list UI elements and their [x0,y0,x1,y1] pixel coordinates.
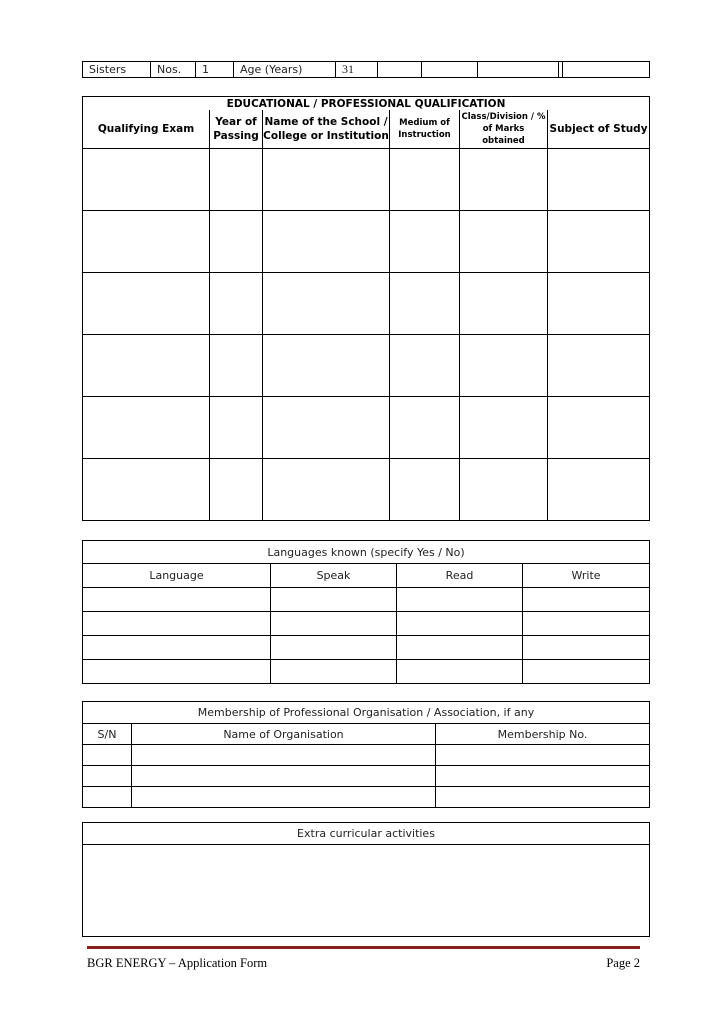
cell[interactable] [263,149,390,211]
table-row [83,745,650,766]
cell[interactable] [397,636,523,660]
table-row [83,612,650,636]
table-row [83,149,650,211]
cell[interactable] [271,588,397,612]
footer-title: BGR ENERGY – Application Form [87,956,268,970]
cell[interactable] [460,397,548,459]
cell[interactable] [390,335,460,397]
blank-cell[interactable] [378,62,422,78]
cell[interactable] [263,273,390,335]
col-header-organisation: Name of Organisation [132,724,436,745]
cell[interactable] [132,745,436,766]
cell[interactable] [390,459,460,521]
cell[interactable] [397,660,523,684]
cell[interactable] [83,211,210,273]
membership-table [82,701,650,808]
cell[interactable] [548,149,650,211]
col-header-class-division: Class/Division / % of Marks obtained [460,110,548,149]
table-row [83,335,650,397]
membership-title: Membership of Professional Organisation / Association, if any [83,702,650,724]
cell[interactable] [210,211,263,273]
cell[interactable] [83,612,271,636]
col-header-medium: Medium of Instruction [390,110,460,149]
table-row [83,787,650,808]
col-header-speak: Speak [271,564,397,588]
cell[interactable] [460,273,548,335]
cell[interactable] [436,745,650,766]
cell[interactable] [523,588,650,612]
education-title: EDUCATIONAL / PROFESSIONAL QUALIFICATION [83,97,650,111]
table-row [83,273,650,335]
cell[interactable] [83,588,271,612]
cell[interactable] [390,397,460,459]
extra-curricular-table [82,822,650,937]
cell[interactable] [271,660,397,684]
siblings-table [82,61,650,78]
cell[interactable] [548,211,650,273]
cell[interactable] [548,397,650,459]
table-row [83,766,650,787]
col-header-write: Write [523,564,650,588]
page-number: Page 2 [606,956,640,970]
cell[interactable] [390,211,460,273]
sisters-label: Sisters [83,62,151,78]
cell[interactable] [460,335,548,397]
cell[interactable] [390,273,460,335]
cell[interactable] [83,660,271,684]
age-label: Age (Years) [234,62,336,78]
blank-cell[interactable] [422,62,478,78]
cell[interactable] [460,211,548,273]
cell[interactable] [210,273,263,335]
table-row [83,459,650,521]
cell[interactable] [83,149,210,211]
education-table [82,96,650,521]
footer-divider [87,946,640,949]
cell[interactable] [263,335,390,397]
table-row [83,660,650,684]
cell[interactable] [263,211,390,273]
table-row [83,397,650,459]
cell[interactable] [548,335,650,397]
cell[interactable] [210,397,263,459]
cell[interactable] [83,459,210,521]
cell[interactable] [460,459,548,521]
extra-curricular-title: Extra curricular activities [83,823,650,845]
extra-curricular-field[interactable] [83,845,650,937]
col-header-language: Language [83,564,271,588]
cell[interactable] [83,335,210,397]
cell[interactable] [271,612,397,636]
cell[interactable] [263,397,390,459]
cell[interactable] [83,787,132,808]
cell[interactable] [548,459,650,521]
cell[interactable] [397,588,523,612]
languages-table [82,540,650,684]
col-header-read: Read [397,564,523,588]
cell[interactable] [263,459,390,521]
table-row [83,211,650,273]
cell[interactable] [210,149,263,211]
blank-cell[interactable] [563,62,650,78]
cell[interactable] [523,660,650,684]
nos-value[interactable]: 1 [196,62,234,78]
col-header-year-of-passing: Year of Passing [210,110,263,149]
cell[interactable] [390,149,460,211]
cell[interactable] [132,766,436,787]
cell[interactable] [83,745,132,766]
table-row [83,636,650,660]
cell[interactable] [397,612,523,636]
cell[interactable] [132,787,436,808]
cell[interactable] [523,612,650,636]
cell[interactable] [83,397,210,459]
cell[interactable] [83,273,210,335]
cell[interactable] [523,636,650,660]
cell[interactable] [210,459,263,521]
table-row [83,588,650,612]
cell[interactable] [83,766,132,787]
cell[interactable] [210,335,263,397]
cell[interactable] [548,273,650,335]
blank-cell[interactable] [478,62,559,78]
nos-label: Nos. [151,62,196,78]
col-header-membership-no: Membership No. [436,724,650,745]
col-header-sn: S/N [83,724,132,745]
age-value[interactable]: 31 [336,62,378,78]
cell[interactable] [83,636,271,660]
col-header-subject: Subject of Study [548,110,650,149]
cell[interactable] [271,636,397,660]
cell[interactable] [436,766,650,787]
col-header-institution: Name of the School / College or Institution [263,110,390,149]
cell[interactable] [436,787,650,808]
col-header-qualifying-exam: Qualifying Exam [83,110,210,149]
languages-title: Languages known (specify Yes / No) [83,541,650,564]
cell[interactable] [460,149,548,211]
